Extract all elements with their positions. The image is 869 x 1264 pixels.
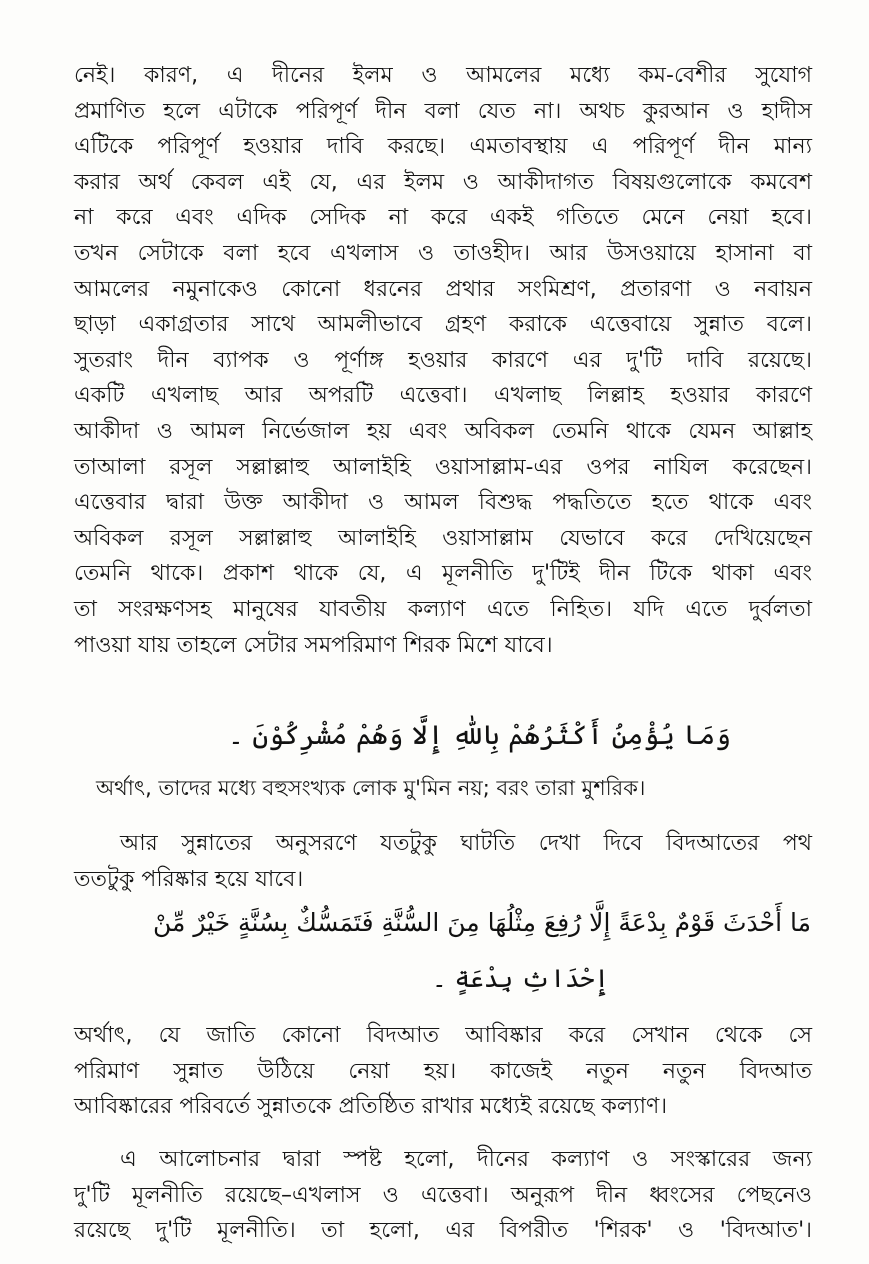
text-line: আমলের নমুনাকেও কোনো ধরনের প্রথার সংমিশ্রণ, প্রতারণা ও নবায়ন [74, 276, 812, 302]
text-line: সুতরাং দীন ব্যাপক ও পূর্ণাঙ্গ হওয়ার কারণে এর দু'টি দাবি রয়েছে। [74, 347, 812, 373]
text-line: তখন সেটাকে বলা হবে এখলাস ও তাওহীদ। আর উসওয়ায়ে হাসানা বা [74, 240, 812, 266]
text-line: তা সংরক্ষণসহ মানুষের যাবতীয় কল্যাণ এতে নিহিত। যদি এতে দুর্বলতা [74, 596, 812, 622]
paragraph-3 [74, 1018, 812, 1125]
text-line: এত্তেবার দ্বারা উক্ত আকীদা ও আমল বিশুদ্ধ পদ্ধতিতে হতে থাকে এবং [74, 490, 812, 516]
text-line: না করে এবং এদিক সেদিক না করে একই গতিতে মেনে নেয়া হবে। [74, 205, 812, 231]
arabic-hadith-line-1: مَا أَحْدَثَ قَوْمٌ بِدْعَةً إِلَّا رُفِعَ مِثْلُهَا مِنَ السُّنَّةِ فَتَمَسُّكٌ بِسُنَّةٍ خَيْرٌ مِّنْ [152, 908, 811, 937]
text-line: এ আলোচনার দ্বারা স্পষ্ট হলো, দীনের কল্যাণ ও সংস্কারের জন্য [120, 1147, 812, 1172]
arabic-verse: وَمَا يُؤْمِنُ أَكْثَرُهُمْ بِاللّٰهِ إِلَّا وَهُمْ مُشْرِكُوْنَ ۔ [227, 720, 731, 751]
text-line: করার অর্থ কেবল এই যে, এর ইলম ও আকীদাগত বিষয়গুলোকে কমবেশ [74, 169, 812, 195]
text-line: আর সুন্নাতের অনুসরণে যতটুকু ঘাটতি দেখা দিবে বিদআতের পথ [120, 831, 812, 856]
text-line: ছাড়া একাগ্রতার সাথে আমলীভাবে গ্রহণ করাকে এত্তেবায়ে সুন্নাত বলে। [74, 312, 812, 338]
text-line: পরিমাণ সুন্নাত উঠিয়ে নেয়া হয়। কাজেই নতুন নতুন বিদআত [74, 1058, 812, 1084]
paragraph-1 [74, 58, 812, 663]
arabic-hadith-line-2 [432, 964, 609, 993]
text-line: আবিষ্কারের পরিবর্তে সুন্নাতকে প্রতিষ্ঠিত রাখার মধ্যেই রয়েছে কল্যাণ। [74, 1094, 668, 1120]
text-line: প্রমাণিত হলে এটাকে পরিপূর্ণ দীন বলা যেত না। অথচ কুরআন ও হাদীস [74, 98, 812, 124]
text-line: তেমনি থাকে। প্রকাশ থাকে যে, এ মূলনীতি দু'টিই দীন টিকে থাকা এবং [74, 561, 812, 587]
text-line: ততটুকু পরিষ্কার হয়ে যাবে। [74, 866, 304, 892]
text-line: পাওয়া যায় তাহলে সেটার সমপরিমাণ শিরক মিশে যাবে। [74, 632, 553, 658]
text-line: দু'টি মূলনীতি রয়েছে–এখলাস ও এত্তেবা। অনুরূপ দীন ধ্বংসের পেছনেও [74, 1182, 812, 1208]
text-line: তাআলা রসূল সল্লাল্লাহু আলাইহি ওয়াসাল্লাম-এর ওপর নাযিল করেছেন। [74, 454, 812, 480]
text-line: নেই। কারণ, এ দীনের ইলম ও আমলের মধ্যে কম-বেশীর সুযোগ [74, 63, 812, 88]
text-line: রয়েছে দু'টি মূলনীতি। তা হলো, এর বিপরীত 'শিরক' ও 'বিদআত'। [74, 1218, 812, 1244]
text-line: এটিকে পরিপূর্ণ হওয়ার দাবি করছে। এমতাবস্থায় এ পরিপূর্ণ দীন মান্য [74, 134, 812, 160]
paragraph-2 [74, 826, 812, 897]
verse-translation: অর্থাৎ, তাদের মধ্যে বহুসংখ্যক লোক মু'মিন নয়; বরং তারা মুশরিক। [96, 776, 646, 800]
text-line: অর্থাৎ, যে জাতি কোনো বিদআত আবিষ্কার করে সেখান থেকে সে [74, 1023, 812, 1048]
text-line: অবিকল রসূল সল্লাল্লাহু আলাইহি ওয়াসাল্লাম যেভাবে করে দেখিয়েছেন [74, 525, 812, 551]
text-line: আকীদা ও আমল নির্ভেজাল হয় এবং অবিকল তেমনি থাকে যেমন আল্লাহ [74, 418, 812, 444]
paragraph-4 [74, 1142, 812, 1249]
hadith-line-2-text: إِحْدَاثِ بِدْعَةٍ ۔ [431, 964, 609, 993]
text-line: একটি এখলাছ আর অপরটি এত্তেবা। এখলাছ লিল্লাহ হওয়ার কারণে [74, 383, 812, 409]
